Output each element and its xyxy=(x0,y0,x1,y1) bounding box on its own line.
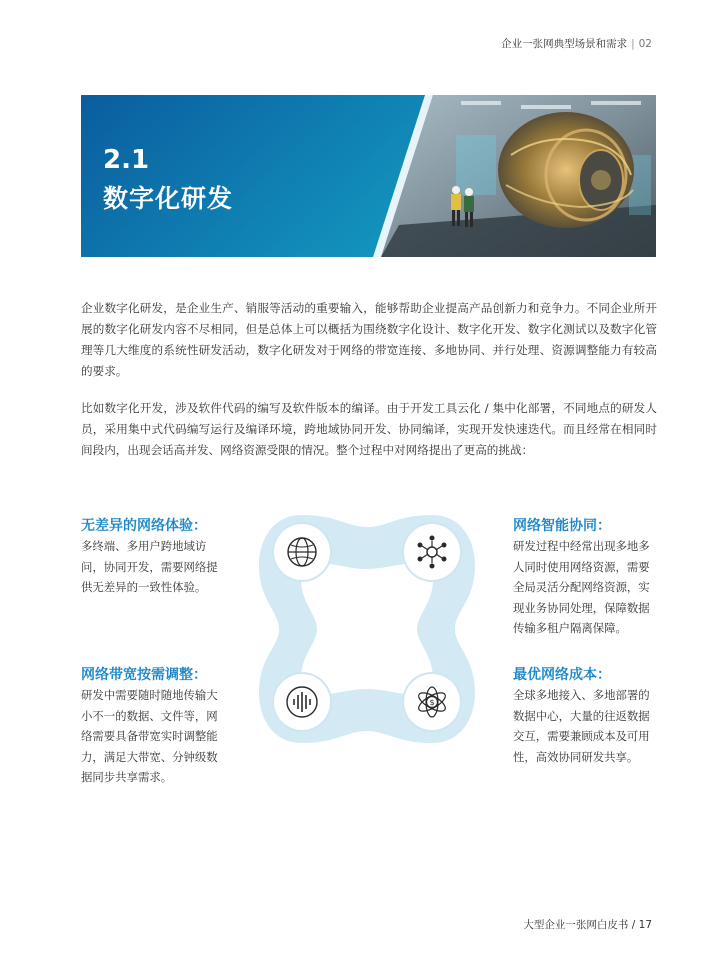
challenge-diagram xyxy=(247,503,487,759)
header-separator: | xyxy=(631,38,635,50)
section-title-top-right: 网络智能协同： xyxy=(513,518,611,534)
section-text-top-left: 多终端、多用户跨地域访问，协同开发，需要网络提供无差异的一致性体验。 xyxy=(81,539,218,594)
dev-paragraph: 比如数字化开发，涉及软件代码的编写及软件版本的编译。由于开发工具云化 / 集中化部署，不同地点的研发人员，采用集中式代码编写运行及编译环境，跨地域协同开发、协同编译，实现开发快速迭代。而且经常在相同时间段内，出现会话高并发、网络资源受限的情况。整个过程中对网络提出了更高的挑战： xyxy=(81,401,657,457)
section-text-bottom-right: 全球多地接入、多地部署的数据中心，大量的往返数据交互，需要兼顾成本及可用性，高效协同研发共享。 xyxy=(513,688,650,764)
svg-text:$: $ xyxy=(429,698,435,707)
hub-nodes-icon xyxy=(404,524,460,580)
section-text-top-right: 研发过程中经常出现多地多人同时使用网络资源，需要全局灵活分配网络资源，实现业务协同处理，保障数据传输多租户隔离保障。 xyxy=(513,539,650,635)
section-text-bottom-left: 研发中需要随时随地传输大小不一的数据、文件等，网络需要具备带宽实时调整能力，满足大带宽、分钟级数据同步共享需求。 xyxy=(81,688,218,784)
section-title: 数字化研发 xyxy=(103,184,234,213)
section-banner xyxy=(81,95,656,257)
header-page-code: 02 xyxy=(638,38,652,50)
section-title-top-left: 无差异的网络体验： xyxy=(81,518,207,534)
globe-network-icon xyxy=(274,524,330,580)
page-footer: 大型企业一张网白皮书 / 17 xyxy=(523,919,652,931)
section-title-bottom-right: 最优网络成本： xyxy=(513,667,611,683)
header-title: 企业一张网典型场景和需求 xyxy=(501,38,628,50)
banner-graphic xyxy=(81,95,656,257)
section-number: 2.1 xyxy=(103,145,150,175)
section-title-bottom-left: 网络带宽按需调整： xyxy=(81,667,207,683)
dollar-orbit-icon xyxy=(404,674,460,730)
page-header xyxy=(501,36,652,51)
intro-paragraph: 企业数字化研发，是企业生产、销服等活动的重要输入，能够帮助企业提高产品创新力和竞争力。不同企业所开展的数字化研发内容不尽相同，但是总体上可以概括为围绕数字化设计、数字化开发、数字化测试以及数字化管理等几大维度的系统性研发活动，数字化研发对于网络的带宽连接、多地协同、并行处理、资源调整能力有较高的要求。 xyxy=(81,301,657,378)
sound-wave-icon xyxy=(274,674,330,730)
